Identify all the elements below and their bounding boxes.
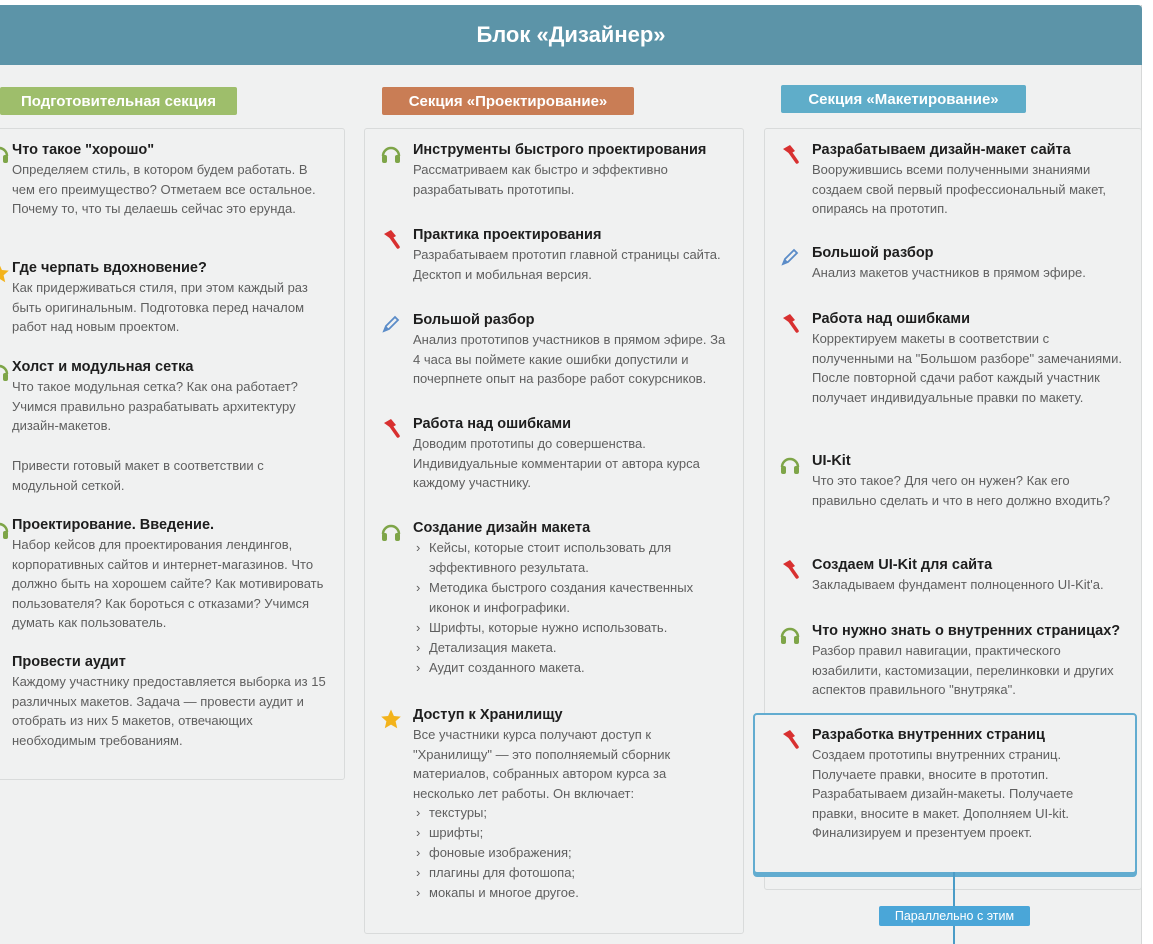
item-title: Работа над ошибками xyxy=(413,416,572,432)
list-item xyxy=(812,140,1130,219)
bullet-item: › Аудит созданного макета. xyxy=(413,658,733,678)
list-item xyxy=(12,258,330,337)
bullet-item: › Шрифты, которые нужно использовать. xyxy=(413,618,733,638)
hammer-icon xyxy=(380,228,402,250)
hammer-icon xyxy=(779,312,801,334)
list-item xyxy=(413,310,735,389)
list-item xyxy=(812,243,1130,283)
list-item xyxy=(12,140,330,219)
list-item xyxy=(812,451,1112,510)
bullet-item: › Детализация макета. xyxy=(413,638,733,658)
item-title: Большой разбор xyxy=(413,312,535,328)
item-desc: Каждому участнику предоставляется выборка из 15 различных макетов. Задача — провести аудит и отобрать из них 5 макетов, отвечающих необходимым требованиям. xyxy=(12,674,326,748)
bullet-item: › текстуры; xyxy=(413,803,713,823)
block-title: Блок «Дизайнер» xyxy=(0,5,1142,65)
item-title: Что такое "хорошо" xyxy=(12,142,155,158)
headphones-icon xyxy=(0,519,10,541)
bullet-item: › мокапы и многое другое. xyxy=(413,883,713,903)
item-desc: Разбор правил навигации, практического юзабилити, кастомизации, перелинковки и других аспектов правильного "внутряка". xyxy=(812,643,1114,697)
list-item xyxy=(413,414,733,493)
item-desc: Анализ макетов участников в прямом эфире. xyxy=(812,265,1086,280)
list-item xyxy=(12,357,330,436)
item-title: Что нужно знать о внутренних страницах? xyxy=(812,623,1121,639)
item-desc: Набор кейсов для проектирования лендингов, корпоративных сайтов и интернет-магазинов. Что должно быть на хорошем сайте? Как мотивировать пользователя? Как бороться с отказами? Учимся думать как пользователь. xyxy=(12,537,324,630)
item-desc: Что такое модульная сетка? Как она работает? Учимся правильно разрабатывать архитектуру дизайн-макетов. xyxy=(12,379,298,433)
headphones-icon xyxy=(0,143,10,165)
list-item xyxy=(12,456,330,495)
item-desc: Вооружившись всеми полученными знаниями создаем свой первый профессиональный макет, опираясь на прототип. xyxy=(812,162,1106,216)
section-pill-layout: Секция «Макетирование» xyxy=(781,85,1026,113)
item-title: Проектирование. Введение. xyxy=(12,517,215,533)
pencil-icon xyxy=(380,313,402,335)
headphones-icon xyxy=(779,454,801,476)
item-title: Доступ к Хранилищу xyxy=(413,707,563,723)
list-item xyxy=(812,555,1132,595)
list-item xyxy=(12,652,330,750)
list-item xyxy=(413,140,733,199)
item-title: UI-Kit xyxy=(812,453,851,469)
item-title: Создание дизайн макета xyxy=(413,520,591,536)
connector-line-bottom xyxy=(953,926,955,944)
item-desc: Привести готовый макет в соответствии с модульной сеткой. xyxy=(12,458,264,493)
item-desc: Все участники курса получают доступ к "Хранилищу" — это пополняемый сборник материалов, собранных автором курса за несколько лет работы. Он включает: xyxy=(413,727,671,801)
list-item xyxy=(812,621,1128,700)
bullet-item: › Кейсы, которые стоит использовать для эффективного результата. xyxy=(413,538,733,578)
pencil-icon xyxy=(779,246,801,268)
headphones-icon xyxy=(779,624,801,646)
connector-line-top xyxy=(953,872,955,906)
star-icon xyxy=(380,708,402,730)
parallel-tag: Параллельно с этим xyxy=(879,906,1030,926)
list-item xyxy=(812,725,1112,843)
section-pill-preparatory: Подготовительная секция xyxy=(0,87,237,115)
item-title: Провести аудит xyxy=(12,654,126,670)
item-title: Разрабатываем дизайн-макет сайта xyxy=(812,142,1071,158)
item-desc: Анализ прототипов участников в прямом эфире. За 4 часа вы поймете какие ошибки допустили и почерпнете опыт на разборе работ сокурсников. xyxy=(413,332,726,386)
item-desc: Разрабатываем прототип главной страницы сайта. Десктоп и мобильная версия. xyxy=(413,247,721,282)
headphones-icon xyxy=(0,361,10,383)
item-desc: Как придерживаться стиля, при этом каждый раз быть оригинальным. Подготовка перед началом работ над новым проектом. xyxy=(12,280,308,334)
item-title: Инструменты быстрого проектирования xyxy=(413,142,707,158)
list-item xyxy=(413,705,713,903)
item-title: Работа над ошибками xyxy=(812,311,971,327)
item-title: Практика проектирования xyxy=(413,227,602,243)
list-item xyxy=(812,309,1122,407)
item-desc: Рассматриваем как быстро и эффективно разрабатывать прототипы. xyxy=(413,162,668,197)
item-title: Где черпать вдохновение? xyxy=(12,260,207,276)
hammer-icon xyxy=(779,728,801,750)
bullet-item: › Методика быстрого создания качественных иконок и инфографики. xyxy=(413,578,733,618)
star-icon xyxy=(0,262,10,284)
item-desc: Корректируем макеты в соответствии с полученными на "Большом разборе" замечаниями. После повторной сдачи работ каждый участник получает индивидуальные правки по макету. xyxy=(812,331,1122,405)
hammer-icon xyxy=(380,417,402,439)
item-title: Создаем UI-Kit для сайта xyxy=(812,557,993,573)
item-desc: Создаем прототипы внутренних страниц. Получаете правки, вносите в прототип. Разрабатываем дизайн-макеты. Получаете правки, вносите в макет. Дополняем UI-kit. Финализируем и презентуем проект. xyxy=(812,747,1074,840)
section-pill-design: Секция «Проектирование» xyxy=(382,87,634,115)
bullet-item: › фоновые изображения; xyxy=(413,843,713,863)
hammer-icon xyxy=(779,143,801,165)
headphones-icon xyxy=(380,143,402,165)
hammer-icon xyxy=(779,558,801,580)
item-title: Разработка внутренних страниц xyxy=(812,727,1045,743)
list-item xyxy=(12,515,332,633)
item-desc: Определяем стиль, в котором будем работать. В чем его преимущество? Отметаем все остальное. Почему то, что ты делаешь сейчас это ерунда. xyxy=(12,162,316,216)
bullet-item: › шрифты; xyxy=(413,823,713,843)
bullet-item: › плагины для фотошопа; xyxy=(413,863,713,883)
item-desc: Закладываем фундамент полноценного UI-Kit'a. xyxy=(812,577,1104,592)
item-desc: Что это такое? Для чего он нужен? Как его правильно сделать и что в него должно входить? xyxy=(812,473,1111,508)
item-desc: Доводим прототипы до совершенства. Индивидуальные комментарии от автора курса каждому участнику. xyxy=(413,436,700,490)
item-title: Большой разбор xyxy=(812,245,934,261)
item-title: Холст и модульная сетка xyxy=(12,359,194,375)
list-item xyxy=(413,225,733,284)
headphones-icon xyxy=(380,521,402,543)
list-item xyxy=(413,518,733,678)
